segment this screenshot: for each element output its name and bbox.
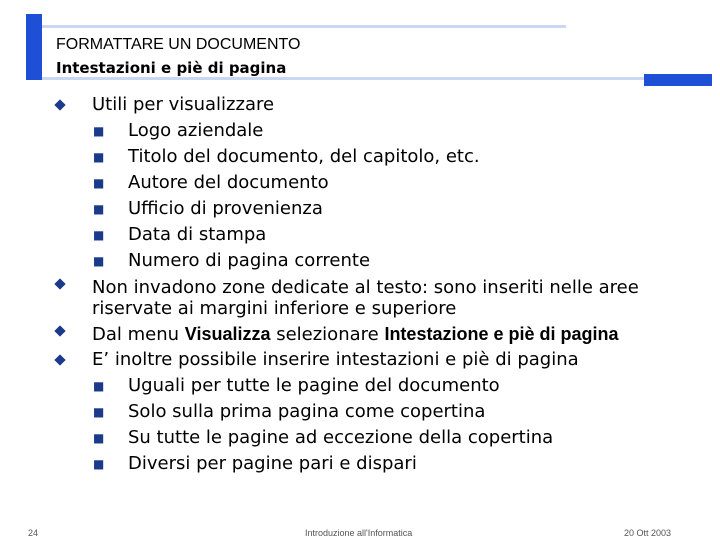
title-bottom-rule [42,77,644,80]
slide-title: FORMATTARE UN DOCUMENTO [56,36,301,53]
sub-bullet-text: Autore del documento [128,172,329,193]
diamond-bullet-icon [54,354,65,365]
bullet-text-middle: selezionare [270,324,385,345]
footer-date: 20 Ott 2003 [624,528,672,538]
sub-bullet-item [56,399,676,425]
bullet-text-prefix: Dal menu [92,324,185,345]
sub-bullet-text: Ufficio di provenienza [128,198,323,219]
sub-bullet-item [56,144,676,170]
sub-bullet-text: Titolo del documento, del capitolo, etc. [128,146,480,167]
square-bullet-icon: ■ [93,379,105,393]
slide-content [56,92,676,477]
sub-bullet-text: Data di stampa [128,224,267,245]
sub-bullet-item [56,425,676,451]
diamond-bullet-icon [54,325,65,336]
sub-bullet-item [56,248,676,274]
bullet-text: E’ inoltre possibile inserire intestazioni e piè di pagina [92,349,579,370]
sub-bullet-text: Su tutte le pagine ad eccezione della copertina [128,427,554,448]
square-bullet-icon: ■ [93,457,105,471]
slide-subtitle: Intestazioni e piè di pagina [56,59,287,77]
sub-bullet-item [56,118,676,144]
bullet-item [56,92,676,118]
bullet-item [56,321,676,347]
square-bullet-icon: ■ [93,124,105,138]
title-right-block [644,74,712,86]
square-bullet-icon: ■ [93,176,105,190]
square-bullet-icon: ■ [93,431,105,445]
bullet-item [56,347,676,373]
diamond-bullet-icon [54,278,65,289]
title-accent-bar [26,14,42,80]
command-name: Intestazione e piè di pagina [384,324,619,344]
menu-name: Visualizza [184,324,271,344]
sub-bullet-text: Uguali per tutte le pagine del documento [128,375,500,396]
sub-bullet-item [56,222,676,248]
sub-bullet-item [56,373,676,399]
square-bullet-icon: ■ [93,405,105,419]
square-bullet-icon: ■ [93,228,105,242]
sub-bullet-item [56,170,676,196]
footer-page-number: 24 [28,528,39,538]
sub-bullet-text: Logo aziendale [128,120,264,141]
sub-bullet-text: Diversi per pagine pari e dispari [128,453,417,474]
sub-bullet-text: Solo sulla prima pagina come copertina [128,401,486,422]
footer-course-title: Introduzione all'Informatica [305,528,413,538]
sub-bullet-item [56,451,676,477]
sub-bullet-text: Numero di pagina corrente [128,250,371,271]
square-bullet-icon: ■ [93,150,105,164]
square-bullet-icon: ■ [93,254,105,268]
diamond-bullet-icon [54,99,65,110]
bullet-text: Utili per visualizzare [92,94,275,115]
square-bullet-icon: ■ [93,202,105,216]
title-top-rule [42,25,566,28]
bullet-text: Non invadono zone dedicate al testo: sono inseriti nelle aree riservate ai margini inferiore e superiore [92,277,639,319]
sub-bullet-item [56,196,676,222]
bullet-item [56,274,676,321]
